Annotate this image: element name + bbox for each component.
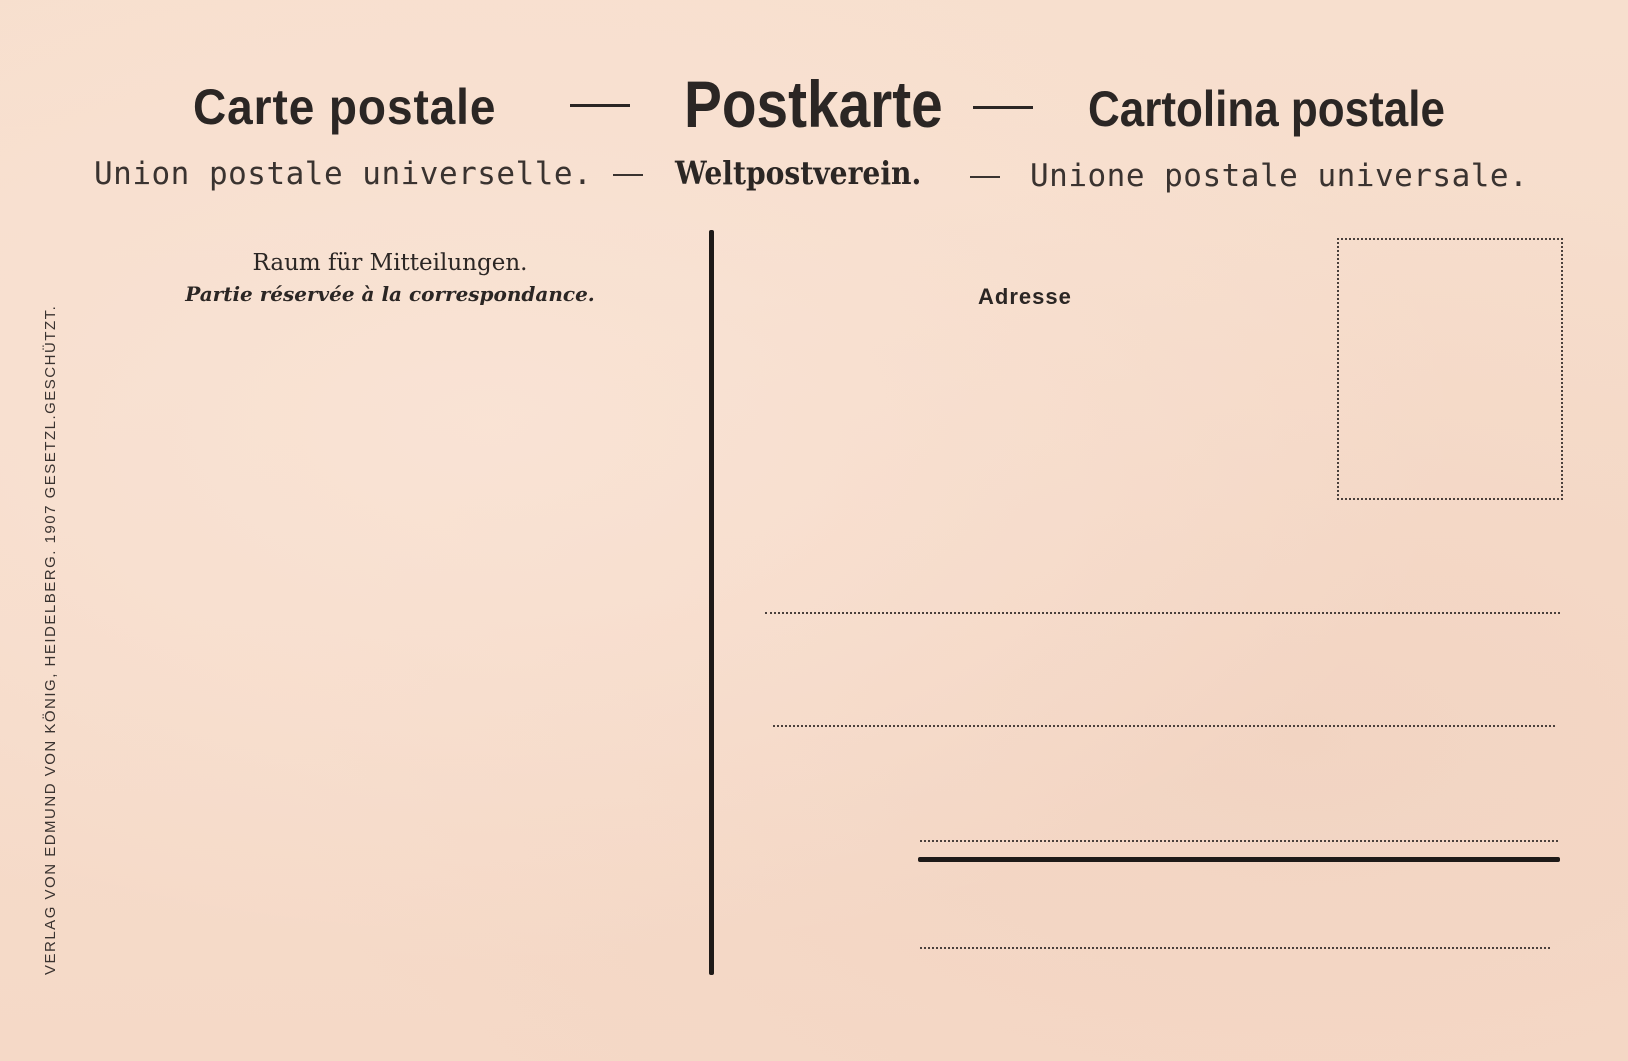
title-dash-left <box>570 104 630 107</box>
subtitle-dash-left <box>613 174 643 176</box>
address-line-4 <box>920 947 1550 949</box>
address-underline-solid <box>918 857 1560 862</box>
union-french: Union postale universelle. <box>94 156 593 192</box>
address-line-3 <box>920 840 1558 842</box>
subtitle-row <box>0 152 1628 196</box>
address-label: Adresse <box>978 284 1072 309</box>
address-line-1 <box>765 612 1560 614</box>
title-italian: Cartolina postale <box>1088 81 1445 137</box>
address-line-2 <box>773 725 1555 727</box>
title-row <box>0 62 1628 142</box>
union-italian: Unione postale universale. <box>1030 158 1529 194</box>
message-area-label <box>150 250 630 306</box>
subtitle-dash-right <box>970 176 1000 178</box>
message-label-german: Raum für Mitteilungen. <box>252 250 528 276</box>
title-german: Postkarte <box>684 67 943 141</box>
stamp-box <box>1337 238 1563 500</box>
publisher-imprint: VERLAG VON EDMUND VON KÖNIG, HEIDELBERG. 1907 GESETZL.GESCHÜTZT. <box>42 304 59 975</box>
union-german: Weltpostverein. <box>675 154 922 192</box>
message-label-french: Partie réservée à la correspondance. <box>185 282 595 306</box>
title-french: Carte postale <box>193 79 497 135</box>
title-dash-right <box>973 106 1033 109</box>
center-divider <box>709 230 714 975</box>
